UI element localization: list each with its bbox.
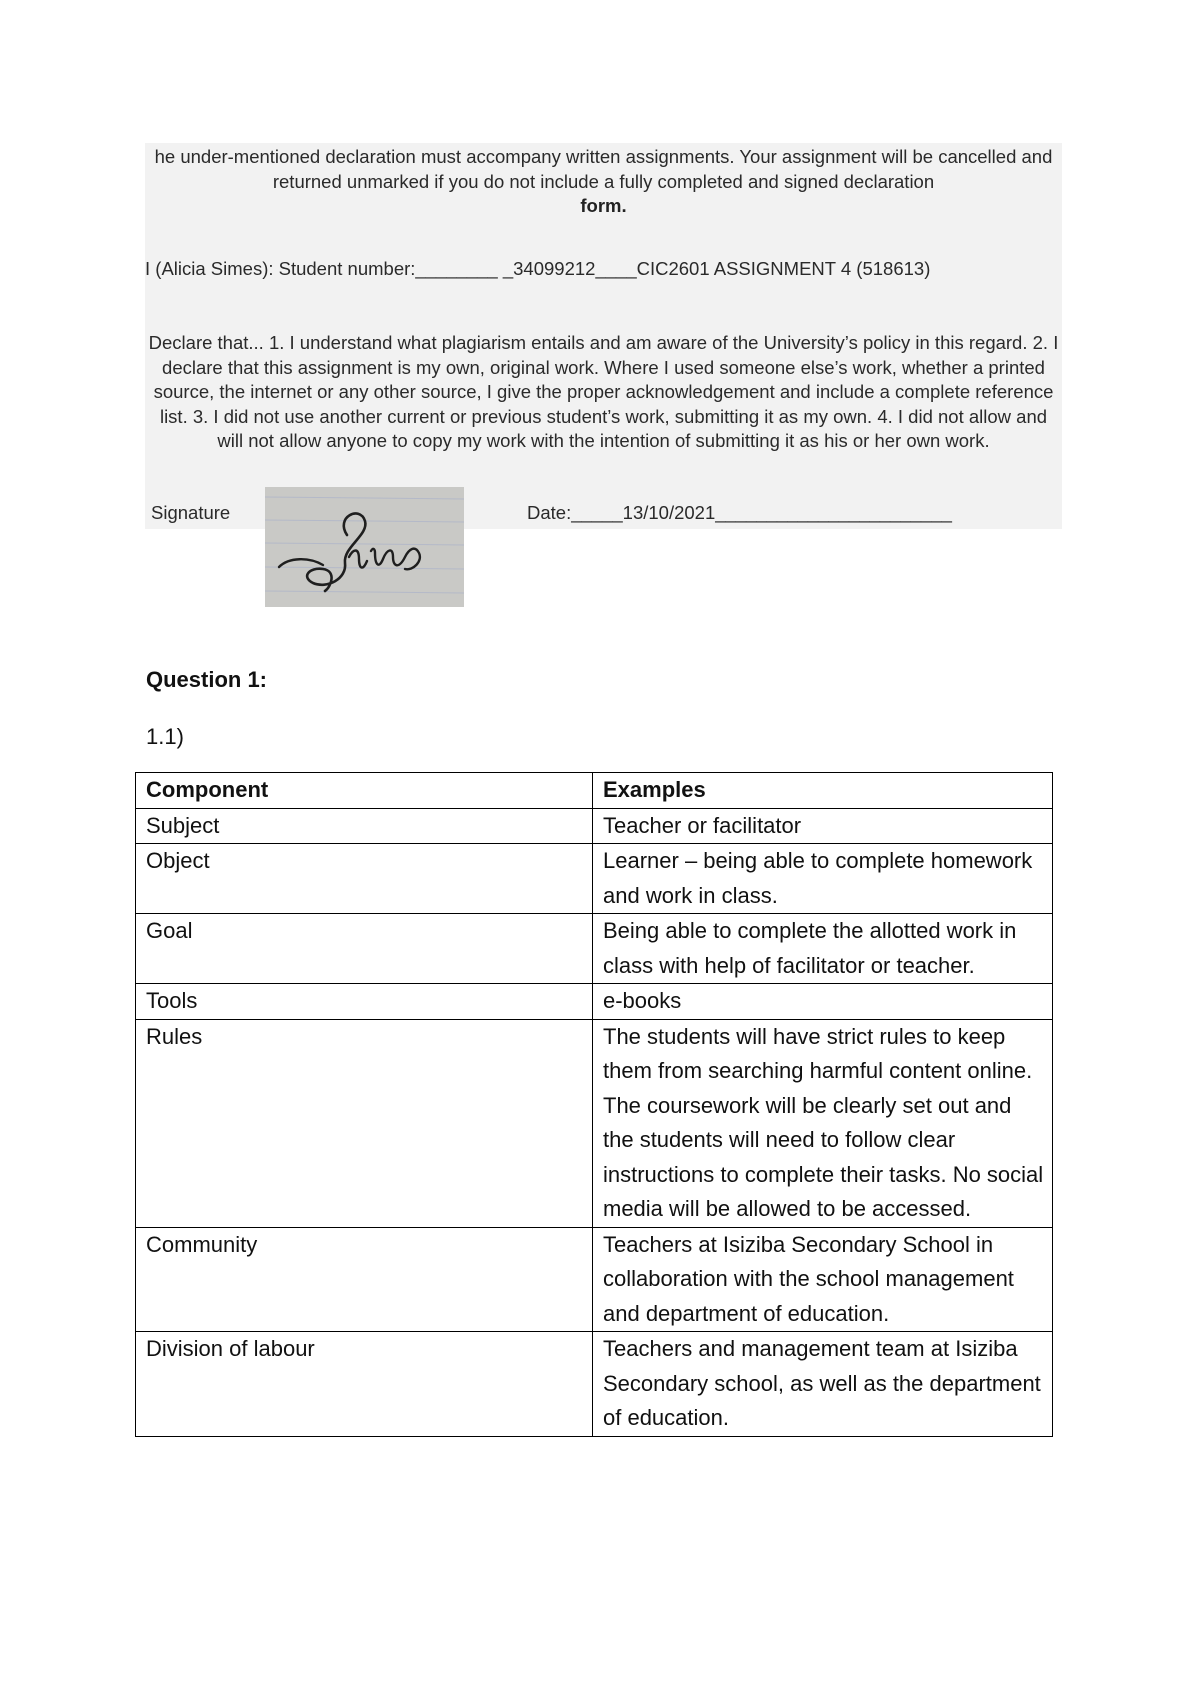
example-cell: Teacher or facilitator <box>593 808 1053 844</box>
component-cell: Rules <box>136 1019 593 1227</box>
declaration-intro-bold: form. <box>580 195 627 216</box>
table-row <box>136 844 1053 914</box>
signature-label: Signature <box>151 502 231 523</box>
component-cell: Subject <box>136 808 593 844</box>
table-header-row <box>136 773 1053 809</box>
table-row <box>136 1227 1053 1332</box>
example-cell: Teachers at Isiziba Secondary School in collaboration with the school management and department of education. <box>593 1227 1053 1332</box>
example-cell: Being able to complete the allotted work in class with help of facilitator or teacher. <box>593 914 1053 984</box>
student-identity-line: I (Alicia Simes): Student number:________ _34099212____CIC2601 ASSIGNMENT 4 (518613) <box>145 258 931 279</box>
header-examples: Examples <box>593 773 1053 809</box>
declaration-form <box>145 143 1062 529</box>
table-row <box>136 1019 1053 1227</box>
date-line: Date:_____13/10/2021_______________________ <box>527 502 952 523</box>
table-row <box>136 914 1053 984</box>
component-cell: Object <box>136 844 593 914</box>
header-component: Component <box>136 773 593 809</box>
example-cell: e-books <box>593 984 1053 1020</box>
question-subheading: 1.1) <box>146 724 184 749</box>
declaration-intro-text: he under-mentioned declaration must accompany written assignments. Your assignment will be cancelled and returned unmarked if you do not include a fully completed and signed declaration <box>154 146 1053 192</box>
example-cell: Teachers and management team at Isiziba Secondary school, as well as the department of education. <box>593 1332 1053 1437</box>
declaration-intro <box>145 145 1062 219</box>
component-cell: Goal <box>136 914 593 984</box>
question-heading: Question 1: <box>146 667 268 692</box>
table-row <box>136 1332 1053 1437</box>
component-cell: Community <box>136 1227 593 1332</box>
signature-image <box>265 487 464 607</box>
example-cell: The students will have strict rules to keep them from searching harmful content online. The coursework will be clearly set out and the students will need to follow clear instructions to complete their tasks. No social media will be allowed to be accessed. <box>593 1019 1053 1227</box>
table-row <box>136 808 1053 844</box>
example-cell: Learner – being able to complete homework and work in class. <box>593 844 1053 914</box>
table-row <box>136 984 1053 1020</box>
component-cell: Tools <box>136 984 593 1020</box>
components-table <box>135 772 1053 1437</box>
component-cell: Division of labour <box>136 1332 593 1437</box>
handwritten-signature <box>265 487 464 607</box>
declaration-statements: Declare that... 1. I understand what plagiarism entails and am aware of the University’s policy in this regard. 2. I declare that this assignment is my own, original work. Where I used someone else’s work, whether a printed source, the internet or any other source, I give the proper acknowledgement and include a complete reference list. 3. I did not use another current or previous student’s work, submitting it as my own. 4. I did not allow and will not allow anyone to copy my work with the intention of submitting it as his or her own work. <box>148 332 1059 451</box>
